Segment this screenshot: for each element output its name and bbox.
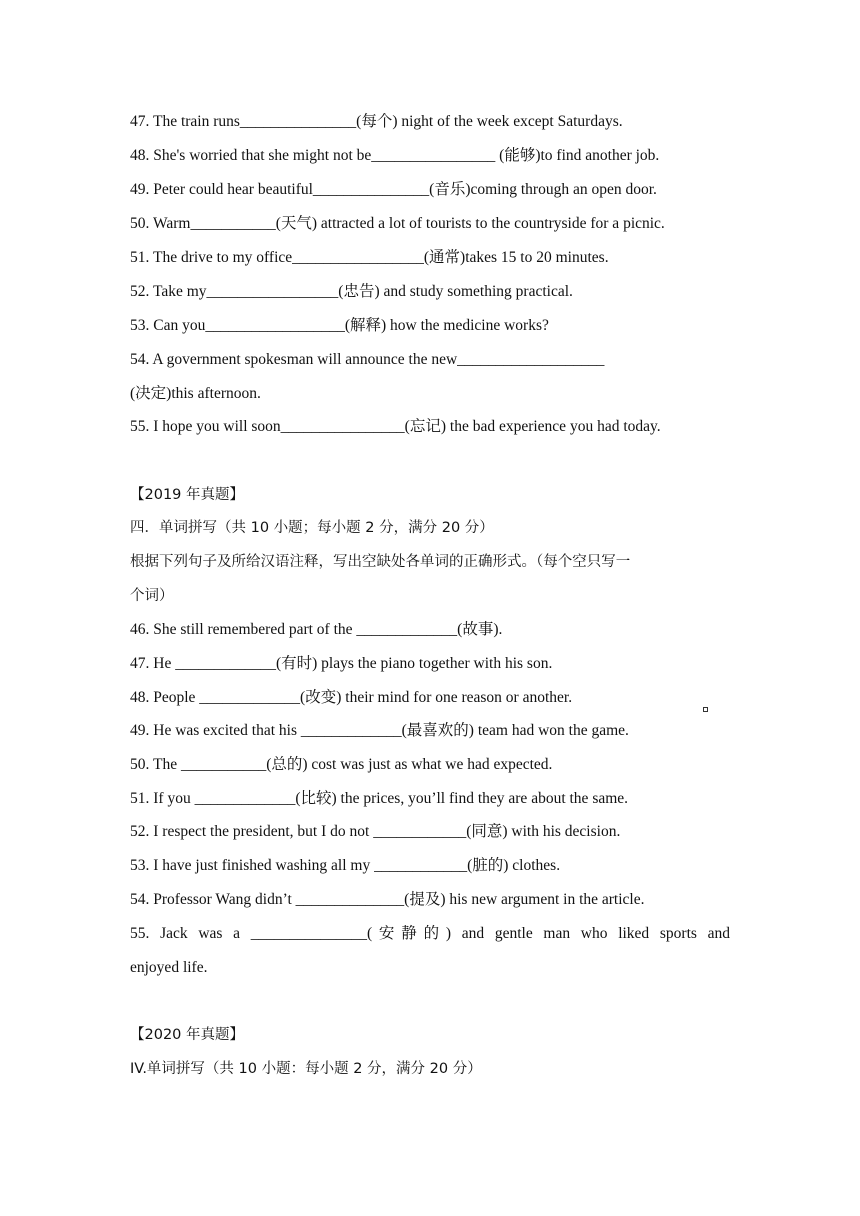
q46-2019: 46. She still remembered part of the _____________(故事). bbox=[130, 621, 503, 638]
q51-2019: 51. If you _____________(比较) the prices, you’ll find they are about the same. bbox=[130, 790, 629, 807]
q52-2019: 52. I respect the president, but I do not ____________(同意) with his decision. bbox=[130, 823, 621, 840]
q54-2019: 54. Professor Wang didn’t ______________(提及) his new argument in the article. bbox=[130, 891, 645, 908]
q48-2019: 48. People _____________(改变) their mind for one reason or another. bbox=[130, 689, 573, 706]
section-heading-2019: 【2019 年真题】 bbox=[130, 487, 245, 503]
q53-2018: 53. Can you__________________(解释) how the medicine works? bbox=[130, 317, 549, 334]
section-heading-2020: 【2020 年真题】 bbox=[130, 1027, 245, 1043]
q55-2018: 55. I hope you will soon________________(忘记) the bad experience you had today. bbox=[130, 418, 661, 435]
q49-2018: 49. Peter could hear beautiful_______________(音乐)coming through an open door. bbox=[130, 181, 657, 198]
instructions-2019-continued: 个词） bbox=[130, 588, 174, 604]
q47-2019: 47. He _____________(有时) plays the piano together with his son. bbox=[130, 655, 553, 672]
q55-2019: 55. Jack was a _______________(安静的) and gentle man who liked sports and bbox=[130, 925, 730, 942]
stray-mark bbox=[703, 707, 708, 712]
q52-2018: 52. Take my_________________(忠告) and study something practical. bbox=[130, 283, 573, 300]
q54-2018: 54. A government spokesman will announce the new___________________ bbox=[130, 351, 605, 368]
instructions-2019: 根据下列句子及所给汉语注释，写出空缺处各单词的正确形式。（每个空只写一 bbox=[130, 554, 631, 570]
q50-2018: 50. Warm___________(天气) attracted a lot of tourists to the countryside for a picnic. bbox=[130, 215, 665, 232]
section-title-2020: IV.单词拼写（共 10 小题：每小题 2 分，满分 20 分） bbox=[130, 1061, 482, 1077]
q50-2019: 50. The ___________(总的) cost was just as what we had expected. bbox=[130, 756, 553, 773]
q48-2018: 48. She's worried that she might not be________________ (能够)to find another job. bbox=[130, 147, 660, 164]
section-title-2019: 四．单词拼写（共 10 小题；每小题 2 分，满分 20 分） bbox=[130, 520, 494, 536]
q49-2019: 49. He was excited that his _____________(最喜欢的) team had won the game. bbox=[130, 722, 629, 739]
q47-2018: 47. The train runs_______________(每个) night of the week except Saturdays. bbox=[130, 113, 623, 130]
q55-2019-continued: enjoyed life. bbox=[130, 959, 208, 976]
q51-2018: 51. The drive to my office_________________(通常)takes 15 to 20 minutes. bbox=[130, 249, 609, 266]
q53-2019: 53. I have just finished washing all my ____________(脏的) clothes. bbox=[130, 857, 561, 874]
q54-2018-continued: (决定)this afternoon. bbox=[130, 385, 261, 402]
